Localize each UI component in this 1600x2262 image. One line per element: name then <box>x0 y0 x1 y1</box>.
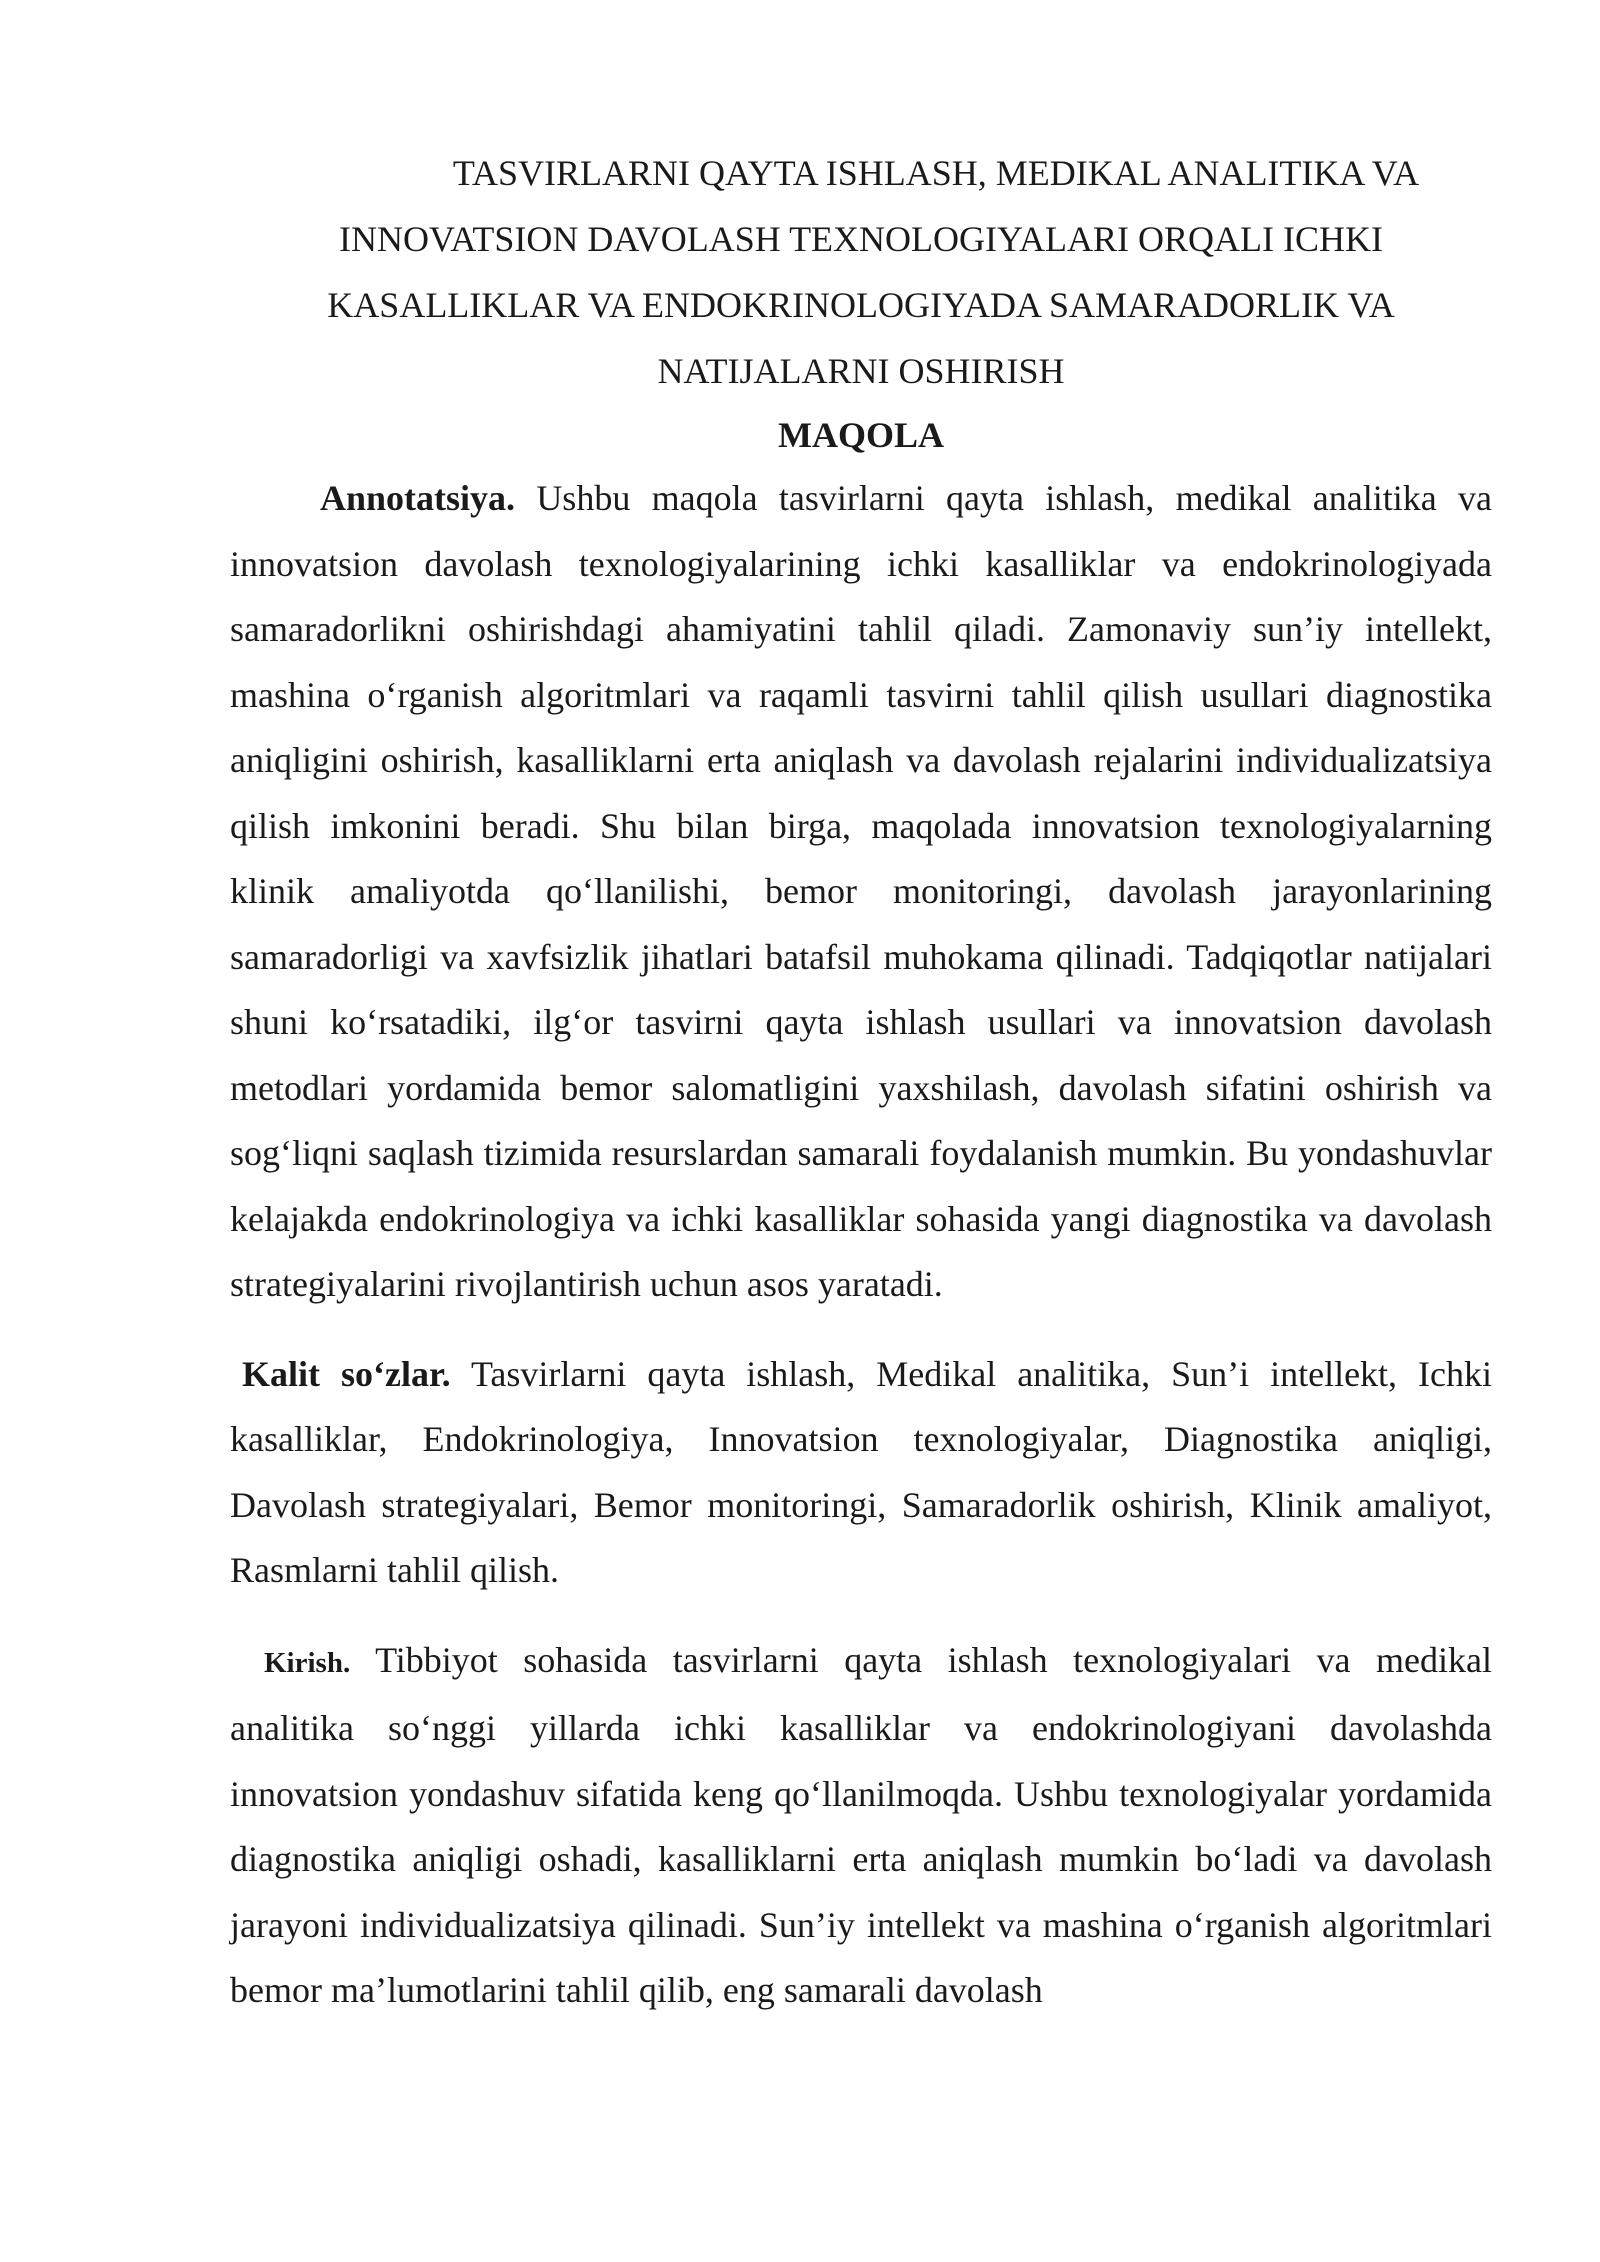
article-type-heading: MAQOLA <box>778 415 944 455</box>
keywords-paragraph <box>230 1342 1492 1604</box>
introduction-label: Kirish. <box>264 1646 351 1679</box>
abstract-paragraph <box>230 466 1492 1318</box>
title-line: KASALLIKLAR VA ENDOKRINOLOGIYADA SAMARADORLIK VA <box>327 285 1395 325</box>
keywords-text: Tasvirlarni qayta ishlash, Medikal analitika, Sun’i intellekt, Ichki kasalliklar, Endokrinologiya, Innovatsion texnologiyalar, Diagnostika aniqligi, Davolash strategiyalari, Bemor monitoringi, Samaradorlik oshirish, Klinik amaliyot, Rasmlarni tahlil qilish. <box>230 1353 1492 1590</box>
title-line: INNOVATSION DAVOLASH TEXNOLOGIYALARI ORQALI ICHKI <box>339 219 1383 259</box>
keywords-label: Kalit so‘zlar. <box>242 1353 451 1394</box>
abstract-label: Annotatsiya. <box>320 478 516 518</box>
article-title <box>230 140 1492 404</box>
abstract-text: Ushbu maqola tasvirlarni qayta ishlash, medikal analitika va innovatsion davolash texnologiyalarining ichki kasalliklar va endokrinologiyada samaradorlikni oshirishdagi ahamiyatini tahlil qiladi. Zamonaviy sun’iy intellekt, mashina o‘rganish algoritmlari va raqamli tasvirni tahlil qilish usullari diagnostika aniqligini oshirish, kasalliklarni erta aniqlash va davolash rejalarini individualizatsiya qilish imkonini beradi. Shu bilan birga, maqolada innovatsion texnologiyalarning klinik amaliyotda qo‘llanilishi, bemor monitoringi, davolash jarayonlarining samaradorligi va xavfsizlik jihatlari batafsil muhokama qilinadi. Tadqiqotlar natijalari shuni ko‘rsatadiki, ilg‘or tasvirni qayta ishlash usullari va innovatsion davolash metodlari yordamida bemor salomatligini yaxshilash, davolash sifatini oshirish va sog‘liqni saqlash tizimida resurslardan samarali foydalanish mumkin. Bu yondashuvlar kelajakda endokrinologiya va ichki kasalliklar sohasida yangi diagnostika va davolash strategiyalarini rivojlantirish uchun asos yaratadi. <box>230 478 1493 1304</box>
introduction-text: Tibbiyot sohasida tasvirlarni qayta ishlash texnologiyalari va medikal analitika so‘nggi yillarda ichki kasalliklar va endokrinologiyani davolashda innovatsion yondashuv sifatida keng qo‘llanilmoqda. Ushbu texnologiyalar yordamida diagnostika aniqligi oshadi, kasalliklarni erta aniqlash mumkin bo‘ladi va davolash jarayoni individualizatsiya qilinadi. Sun’iy intellekt va mashina o‘rganish algoritmlari bemor ma’lumotlarini tahlil qilib, eng samarali davolash <box>230 1639 1492 2010</box>
title-line: NATIJALARNI OSHIRISH <box>657 351 1065 391</box>
document-page <box>230 140 1492 2024</box>
introduction-paragraph <box>230 1628 1492 2024</box>
title-line: TASVIRLARNI QAYTA ISHLASH, MEDIKAL ANALITIKA VA <box>452 153 1420 193</box>
